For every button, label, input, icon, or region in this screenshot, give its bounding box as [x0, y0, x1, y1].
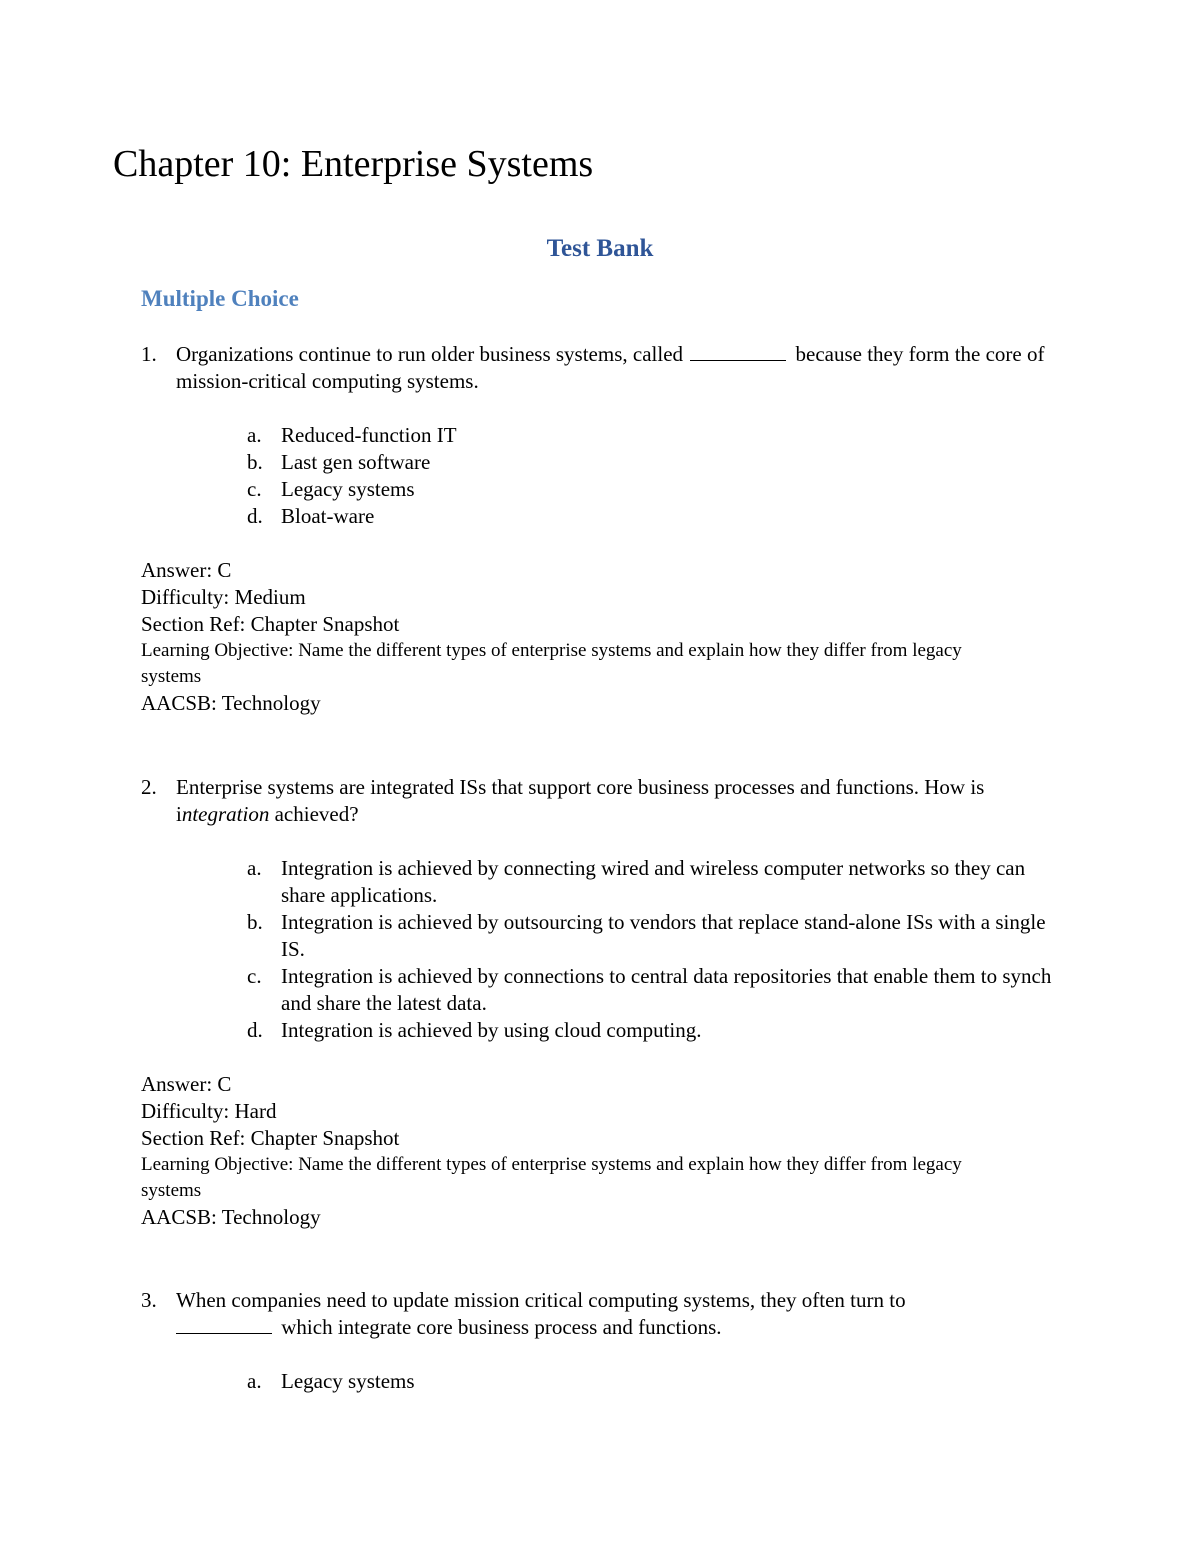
option-letter: d.	[247, 504, 263, 528]
question-1	[141, 341, 1061, 717]
difficulty-line: Difficulty: Hard	[141, 1099, 277, 1123]
learning-objective-line: Learning Objective: Name the different types of enterprise systems and explain how they differ from legacy systems	[141, 1154, 962, 1201]
option-b	[141, 909, 1061, 963]
option-d	[141, 503, 1061, 530]
option-text: Bloat-ware	[281, 504, 375, 528]
answer-line: Answer: C	[141, 558, 232, 582]
option-text: Reduced-function IT	[281, 423, 457, 447]
option-letter: a.	[247, 1369, 262, 1393]
question-text-after-emphasis: achieved?	[269, 802, 359, 826]
option-c	[141, 963, 1061, 1017]
question-text	[141, 774, 1061, 828]
options-list	[141, 422, 1061, 530]
options-list	[141, 1368, 1061, 1395]
question-text-before-blank: Organizations continue to run older business systems, called	[176, 342, 684, 366]
answer-line: Answer: C	[141, 1072, 232, 1096]
question-text-before-emphasis: Enterprise systems are integrated ISs that support core business processes and functions. How is i	[176, 775, 985, 826]
option-text: Integration is achieved by connecting wired and wireless computer networks so they can share applications.	[281, 856, 1026, 907]
option-letter: d.	[247, 1018, 263, 1042]
option-letter: c.	[247, 964, 262, 988]
option-text: Integration is achieved by connections to central data repositories that enable them to synch and share the latest data.	[281, 964, 1052, 1015]
difficulty-line: Difficulty: Medium	[141, 585, 306, 609]
question-number: 1.	[141, 342, 157, 366]
option-a	[141, 422, 1061, 449]
option-text: Legacy systems	[281, 1369, 415, 1393]
option-text: Legacy systems	[281, 477, 415, 501]
chapter-title: Chapter 10: Enterprise Systems	[113, 143, 594, 185]
question-text-after-blank: because they form the core of mission-critical computing systems.	[176, 342, 1045, 393]
option-letter: a.	[247, 856, 262, 880]
option-letter: b.	[247, 450, 263, 474]
aacsb-line: AACSB: Technology	[141, 691, 321, 715]
multiple-choice-heading: Multiple Choice	[141, 286, 299, 311]
options-list	[141, 855, 1061, 1044]
section-ref-line: Section Ref: Chapter Snapshot	[141, 1126, 400, 1150]
aacsb-line: AACSB: Technology	[141, 1205, 321, 1229]
section-ref-line: Section Ref: Chapter Snapshot	[141, 612, 400, 636]
question-emphasis: ntegration	[181, 802, 270, 826]
option-a	[141, 855, 1061, 909]
option-a	[141, 1368, 1061, 1395]
question-number: 3.	[141, 1288, 157, 1312]
option-c	[141, 476, 1061, 503]
option-text: Integration is achieved by outsourcing to vendors that replace stand-alone ISs with a single IS.	[281, 910, 1046, 961]
question-3	[141, 1287, 1061, 1395]
option-text: Last gen software	[281, 450, 431, 474]
question-text	[141, 1287, 1061, 1341]
test-bank-heading: Test Bank	[546, 235, 654, 262]
learning-objective-line: Learning Objective: Name the different types of enterprise systems and explain how they differ from legacy systems	[141, 640, 962, 687]
question-2	[141, 774, 1061, 1231]
option-letter: b.	[247, 910, 263, 934]
answer-blank	[176, 1315, 272, 1334]
question-metadata	[141, 557, 1061, 717]
option-letter: c.	[247, 477, 262, 501]
question-metadata	[141, 1071, 1061, 1231]
question-text-before-blank: When companies need to update mission critical computing systems, they often turn to	[176, 1288, 906, 1312]
question-number: 2.	[141, 775, 157, 799]
answer-blank	[690, 342, 786, 361]
option-text: Integration is achieved by using cloud computing.	[281, 1018, 702, 1042]
option-b	[141, 449, 1061, 476]
option-d	[141, 1017, 1061, 1044]
option-letter: a.	[247, 423, 262, 447]
question-text	[141, 341, 1061, 395]
question-text-after-blank: which integrate core business process and functions.	[281, 1315, 722, 1339]
